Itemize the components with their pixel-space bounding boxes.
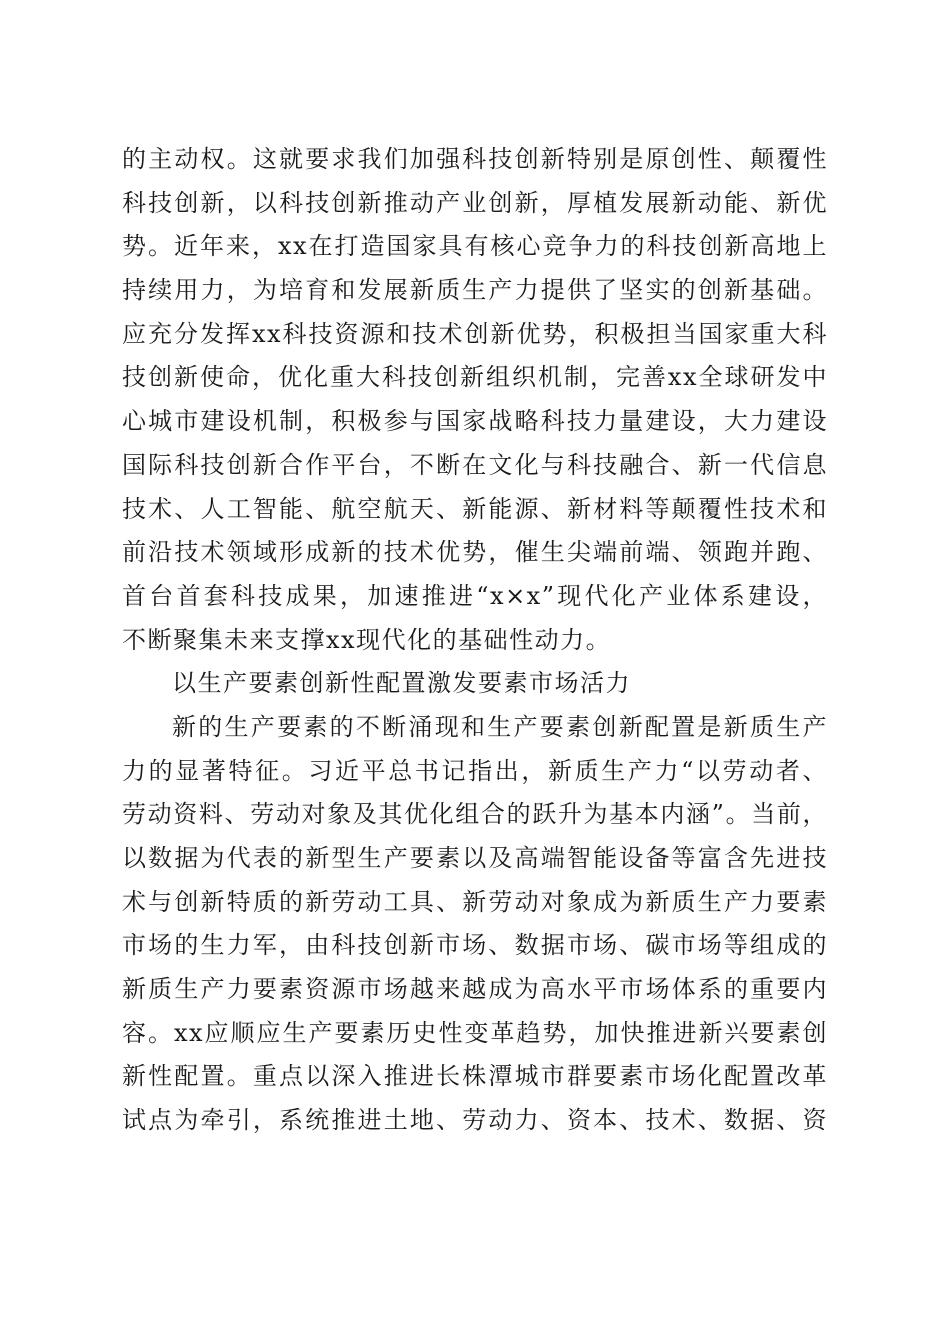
document-body bbox=[122, 138, 828, 1143]
paragraph-2 bbox=[122, 706, 828, 1143]
paragraph-line: 新的生产要素的不断涌现和生产要素创新配置是新质生产 bbox=[172, 712, 828, 741]
paragraph-line: 市场的生力军，由科技创新市场、数据市场、碳市场等组成的 bbox=[122, 931, 828, 960]
paragraph-line: 技创新使命，优化重大科技创新组织机制，完善xx全球研发中 bbox=[122, 363, 828, 392]
paragraph-line: 力的显著特征。习近平总书记指出，新质生产力“以劳动者、 bbox=[122, 756, 828, 785]
paragraph-1 bbox=[122, 138, 828, 662]
paragraph-line: 以数据为代表的新型生产要素以及高端智能设备等富含先进技 bbox=[122, 844, 828, 872]
paragraph-line: 试点为牵引，系统推进土地、劳动力、资本、技术、数据、资 bbox=[122, 1106, 828, 1135]
paragraph-line: 劳动资料、劳动对象及其优化组合的跃升为基本内涵”。当前， bbox=[122, 800, 828, 829]
section-heading: 以生产要素创新性配置激发要素市场活力 bbox=[172, 669, 631, 698]
paragraph-line: 心城市建设机制，积极参与国家战略科技力量建设，大力建设 bbox=[122, 407, 828, 436]
paragraph-line: 势。近年来，xx在打造国家具有核心竞争力的科技创新高地上 bbox=[122, 232, 828, 261]
paragraph-line: 新质生产力要素资源市场越来越成为高水平市场体系的重要内 bbox=[122, 975, 828, 1004]
paragraph-line: 国际科技创新合作平台，不断在文化与科技融合、新一代信息 bbox=[122, 450, 828, 479]
paragraph-line: 应充分发挥xx科技资源和技术创新优势，积极担当国家重大科 bbox=[122, 319, 828, 348]
paragraph-line: 容。xx应顺应生产要素历史性变革趋势，加快推进新兴要素创 bbox=[122, 1018, 828, 1047]
paragraph-line: 的主动权。这就要求我们加强科技创新特别是原创性、颠覆性 bbox=[122, 145, 828, 173]
paragraph-line: 首台首套科技成果，加速推进“x×x”现代化产业体系建设， bbox=[122, 581, 828, 610]
paragraph-line: 术与创新特质的新劳动工具、新劳动对象成为新质生产力要素 bbox=[122, 887, 828, 916]
paragraph-line: 持续用力，为培育和发展新质生产力提供了坚实的创新基础。 bbox=[122, 276, 828, 305]
paragraph-line: 新性配置。重点以深入推进长株潭城市群要素市场化配置改革 bbox=[122, 1062, 828, 1091]
paragraph-line: 不断聚集未来支撑xx现代化的基础性动力。 bbox=[122, 625, 612, 654]
paragraph-line: 科技创新，以科技创新推动产业创新，厚植发展新动能、新优 bbox=[122, 188, 828, 217]
paragraph-line: 前沿技术领域形成新的技术优势，催生尖端前端、领跑并跑、 bbox=[122, 538, 828, 567]
paragraph-line: 技术、人工智能、航空航天、新能源、新材料等颠覆性技术和 bbox=[122, 494, 828, 523]
